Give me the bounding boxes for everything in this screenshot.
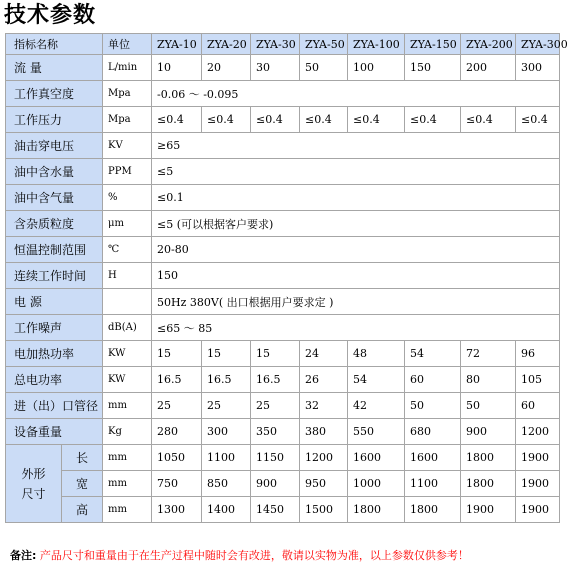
row-value: 150 bbox=[405, 55, 461, 81]
row-label: 设备重量 bbox=[6, 419, 103, 445]
row-unit: KW bbox=[103, 341, 152, 367]
row-value: 15 bbox=[152, 341, 202, 367]
row-value: ≤0.4 bbox=[251, 107, 300, 133]
row-value: 950 bbox=[300, 471, 348, 497]
table-row bbox=[6, 367, 560, 393]
dims-sub-label: 高 bbox=[62, 497, 103, 523]
table-row bbox=[6, 81, 560, 107]
row-label: 油中含气量 bbox=[6, 185, 103, 211]
row-value: 300 bbox=[202, 419, 251, 445]
row-value: 26 bbox=[300, 367, 348, 393]
row-value: 20-80 bbox=[152, 237, 560, 263]
table-row bbox=[6, 107, 560, 133]
row-value: 1450 bbox=[251, 497, 300, 523]
row-unit: PPM bbox=[103, 159, 152, 185]
row-label: 电加热功率 bbox=[6, 341, 103, 367]
footnote-label: 备注: bbox=[10, 549, 37, 562]
row-value: 60 bbox=[516, 393, 560, 419]
row-value: ≤0.1 bbox=[152, 185, 560, 211]
table-row bbox=[6, 315, 560, 341]
row-value: 60 bbox=[405, 367, 461, 393]
row-value: 200 bbox=[461, 55, 516, 81]
row-value: 1800 bbox=[405, 497, 461, 523]
row-unit bbox=[103, 289, 152, 315]
row-value: 105 bbox=[516, 367, 560, 393]
row-label: 含杂质粒度 bbox=[6, 211, 103, 237]
row-value: 50 bbox=[461, 393, 516, 419]
row-value: 350 bbox=[251, 419, 300, 445]
row-unit: Mpa bbox=[103, 81, 152, 107]
row-label: 流 量 bbox=[6, 55, 103, 81]
table-row bbox=[6, 211, 560, 237]
row-value: 1800 bbox=[461, 471, 516, 497]
row-unit: mm bbox=[103, 471, 152, 497]
row-label: 工作噪声 bbox=[6, 315, 103, 341]
row-unit: KV bbox=[103, 133, 152, 159]
table-row bbox=[6, 185, 560, 211]
row-label: 恒温控制范围 bbox=[6, 237, 103, 263]
spec-table bbox=[5, 33, 568, 523]
row-value: ≤0.4 bbox=[405, 107, 461, 133]
table-row bbox=[6, 289, 560, 315]
row-value: 16.5 bbox=[202, 367, 251, 393]
row-value: 1600 bbox=[405, 445, 461, 471]
row-value: 72 bbox=[461, 341, 516, 367]
row-value: 550 bbox=[348, 419, 405, 445]
row-value: 1300 bbox=[152, 497, 202, 523]
row-value: 1200 bbox=[516, 419, 560, 445]
footnote bbox=[10, 548, 469, 564]
row-value: 48 bbox=[348, 341, 405, 367]
dims-group-label-line1: 外形 bbox=[21, 466, 46, 481]
row-label: 油击穿电压 bbox=[6, 133, 103, 159]
row-value: 30 bbox=[251, 55, 300, 81]
header-model: ZYA-200 bbox=[461, 34, 516, 55]
row-value: 680 bbox=[405, 419, 461, 445]
row-value: 50 bbox=[405, 393, 461, 419]
row-value: 32 bbox=[300, 393, 348, 419]
row-value: 25 bbox=[152, 393, 202, 419]
row-unit: dB(A) bbox=[103, 315, 152, 341]
header-label: 指标名称 bbox=[6, 34, 103, 55]
header-model: ZYA-100 bbox=[348, 34, 405, 55]
row-label: 连续工作时间 bbox=[6, 263, 103, 289]
table-row bbox=[6, 263, 560, 289]
row-unit: % bbox=[103, 185, 152, 211]
table-row bbox=[6, 445, 560, 471]
header-model: ZYA-150 bbox=[405, 34, 461, 55]
row-unit: L/min bbox=[103, 55, 152, 81]
row-value: 1900 bbox=[461, 497, 516, 523]
row-value: 10 bbox=[152, 55, 202, 81]
row-value: 300 bbox=[516, 55, 560, 81]
row-value: ≤65 ～ 85 bbox=[152, 315, 560, 341]
table-row bbox=[6, 471, 560, 497]
row-value: 900 bbox=[251, 471, 300, 497]
row-value: 1900 bbox=[516, 471, 560, 497]
row-value: 1150 bbox=[251, 445, 300, 471]
dims-sub-label: 长 bbox=[62, 445, 103, 471]
table-row bbox=[6, 393, 560, 419]
row-value: ≤0.4 bbox=[202, 107, 251, 133]
header-model: ZYA-20 bbox=[202, 34, 251, 55]
row-value: ≤0.4 bbox=[300, 107, 348, 133]
row-unit: Mpa bbox=[103, 107, 152, 133]
row-value: 1200 bbox=[300, 445, 348, 471]
row-label: 油中含水量 bbox=[6, 159, 103, 185]
row-value: 1600 bbox=[348, 445, 405, 471]
row-value: -0.06 ～ -0.095 bbox=[152, 81, 560, 107]
row-value: 900 bbox=[461, 419, 516, 445]
footnote-text: 产品尺寸和重量由于在生产过程中随时会有改进，敬请以实物为准，以上参数仅供参考！ bbox=[39, 549, 469, 562]
row-unit: mm bbox=[103, 445, 152, 471]
row-value: ≤0.4 bbox=[348, 107, 405, 133]
row-value: 54 bbox=[348, 367, 405, 393]
row-value: 1900 bbox=[516, 445, 560, 471]
row-label: 工作真空度 bbox=[6, 81, 103, 107]
row-value: 1900 bbox=[516, 497, 560, 523]
header-model: ZYA-30 bbox=[251, 34, 300, 55]
row-value: 16.5 bbox=[251, 367, 300, 393]
row-value: ≤5 bbox=[152, 159, 560, 185]
row-value: 50Hz 380V( 出口根据用户要求定 ) bbox=[152, 289, 560, 315]
row-value: 50 bbox=[300, 55, 348, 81]
dims-group-label-line2: 尺寸 bbox=[21, 486, 46, 501]
row-value: 1100 bbox=[405, 471, 461, 497]
row-label: 进（出）口管径 bbox=[6, 393, 103, 419]
row-unit: Kg bbox=[103, 419, 152, 445]
row-value: ≤5 (可以根据客户要求) bbox=[152, 211, 560, 237]
row-value: ≤0.4 bbox=[152, 107, 202, 133]
row-label: 电 源 bbox=[6, 289, 103, 315]
row-value: 96 bbox=[516, 341, 560, 367]
row-value: 1800 bbox=[461, 445, 516, 471]
row-value: 1100 bbox=[202, 445, 251, 471]
row-value: 150 bbox=[152, 263, 560, 289]
table-row bbox=[6, 341, 560, 367]
table-row bbox=[6, 159, 560, 185]
row-value: 1800 bbox=[348, 497, 405, 523]
row-unit: KW bbox=[103, 367, 152, 393]
row-value: 100 bbox=[348, 55, 405, 81]
header-row bbox=[6, 34, 560, 55]
row-value: 20 bbox=[202, 55, 251, 81]
row-value: 42 bbox=[348, 393, 405, 419]
header-model: ZYA-50 bbox=[300, 34, 348, 55]
row-value: 80 bbox=[461, 367, 516, 393]
row-value: 24 bbox=[300, 341, 348, 367]
table-row bbox=[6, 419, 560, 445]
row-unit: mm bbox=[103, 497, 152, 523]
row-value: 1050 bbox=[152, 445, 202, 471]
row-value: 850 bbox=[202, 471, 251, 497]
row-value: 54 bbox=[405, 341, 461, 367]
row-unit: H bbox=[103, 263, 152, 289]
table-row bbox=[6, 55, 560, 81]
row-unit: ℃ bbox=[103, 237, 152, 263]
header-unit: 单位 bbox=[103, 34, 152, 55]
row-value: 25 bbox=[202, 393, 251, 419]
row-label: 工作压力 bbox=[6, 107, 103, 133]
header-model: ZYA-300 bbox=[516, 34, 560, 55]
row-value: 1000 bbox=[348, 471, 405, 497]
row-unit: μm bbox=[103, 211, 152, 237]
row-value: ≤0.4 bbox=[516, 107, 560, 133]
row-value: 750 bbox=[152, 471, 202, 497]
header-model: ZYA-10 bbox=[152, 34, 202, 55]
dims-group-label bbox=[6, 445, 62, 523]
row-value: 15 bbox=[202, 341, 251, 367]
row-value: ≥65 bbox=[152, 133, 560, 159]
row-value: 15 bbox=[251, 341, 300, 367]
row-value: 1400 bbox=[202, 497, 251, 523]
table-row bbox=[6, 497, 560, 523]
dims-sub-label: 宽 bbox=[62, 471, 103, 497]
row-label: 总电功率 bbox=[6, 367, 103, 393]
row-value: 280 bbox=[152, 419, 202, 445]
table-row bbox=[6, 237, 560, 263]
row-value: 16.5 bbox=[152, 367, 202, 393]
row-value: 25 bbox=[251, 393, 300, 419]
row-value: 1500 bbox=[300, 497, 348, 523]
table-row bbox=[6, 133, 560, 159]
row-value: 380 bbox=[300, 419, 348, 445]
page-title: 技术参数 bbox=[4, 2, 97, 28]
row-value: ≤0.4 bbox=[461, 107, 516, 133]
row-unit: mm bbox=[103, 393, 152, 419]
